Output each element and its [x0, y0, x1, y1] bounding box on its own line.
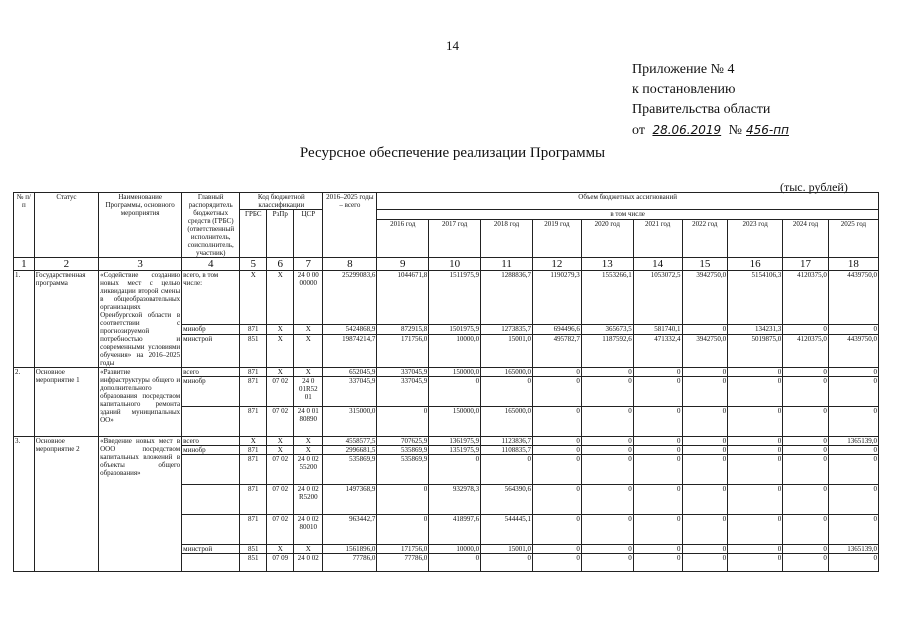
year-value-cell: 171756,0 — [377, 335, 429, 368]
year-value-cell: 0 — [533, 485, 582, 515]
total-value-cell: 77786,0 — [323, 554, 377, 572]
year-value-cell: 0 — [581, 545, 633, 554]
rzpr-cell: 07 09 — [267, 554, 294, 572]
year-value-cell: 535869,9 — [377, 455, 429, 485]
year-value-cell: 0 — [682, 325, 728, 335]
table-row — [14, 368, 879, 377]
column-index: 7 — [294, 258, 323, 271]
year-value-cell: 1351975,9 — [429, 446, 481, 455]
grbs-cell — [182, 485, 240, 515]
rzpr-cell: Х — [267, 335, 294, 368]
year-value-cell: 872915,8 — [377, 325, 429, 335]
csr-cell: Х — [294, 446, 323, 455]
year-value-cell: 0 — [533, 554, 582, 572]
year-value-cell: 4120375,0 — [783, 271, 829, 325]
csr-cell: Х — [294, 437, 323, 446]
year-value-cell: 3942750,0 — [682, 271, 728, 325]
year-value-cell: 0 — [581, 377, 633, 407]
year-value-cell: 0 — [783, 455, 829, 485]
status-cell: Основное мероприятие 2 — [34, 437, 98, 572]
csr-cell: 24 0 02 80010 — [294, 515, 323, 545]
year-value-cell: 10000,0 — [429, 545, 481, 554]
column-index: 3 — [99, 258, 182, 271]
year-value-cell: 0 — [682, 515, 728, 545]
year-value-cell: 0 — [633, 515, 682, 545]
header-code: Код бюджетной классификации — [240, 193, 323, 210]
year-value-cell: 150000,0 — [429, 407, 481, 437]
year-value-cell: 0 — [633, 437, 682, 446]
year-value-cell: 0 — [581, 368, 633, 377]
grbs-cell: минобр — [182, 325, 240, 335]
csr-cell: 24 0 01R52 01 — [294, 377, 323, 407]
year-value-cell: 0 — [682, 407, 728, 437]
rzpr-cell: Х — [267, 446, 294, 455]
year-value-cell: 0 — [783, 325, 829, 335]
column-index: 11 — [481, 258, 533, 271]
year-value-cell: 0 — [828, 325, 878, 335]
year-value-cell: 0 — [728, 455, 783, 485]
year-value-cell: 171756,0 — [377, 545, 429, 554]
year-value-cell: 0 — [728, 446, 783, 455]
year-value-cell: 0 — [728, 407, 783, 437]
total-value-cell: 652045,9 — [323, 368, 377, 377]
year-value-cell: 1365139,0 — [828, 545, 878, 554]
year-value-cell: 0 — [533, 545, 582, 554]
year-value-cell: 1361975,9 — [429, 437, 481, 446]
column-index: 12 — [533, 258, 582, 271]
header-volume: Объем бюджетных ассигнований — [377, 193, 879, 210]
header-csr: ЦСР — [294, 210, 323, 258]
header-grbs-code: ГРБС — [240, 210, 267, 258]
program-name-cell: «Содействие созданию новых мест с целью ликвидации второй смены в общеобразовательных организациях Оренбургской области в соответствии с прогнозируемой потребностью и современными условиями обучения» на 2016–2025 годы — [100, 271, 181, 367]
year-value-cell: 0 — [533, 515, 582, 545]
year-value-cell: 544445,1 — [481, 515, 533, 545]
year-value-cell: 337045,9 — [377, 368, 429, 377]
column-index: 8 — [323, 258, 377, 271]
number-label: № — [728, 123, 743, 138]
header-grbs: Главный распорядитель бюджетных средств (ГРБС) (ответственный исполнитель, соисполнитель, участник) — [182, 193, 240, 258]
total-value-cell: 337045,9 — [323, 377, 377, 407]
header-row-1 — [14, 193, 879, 210]
year-value-cell: 471332,4 — [633, 335, 682, 368]
year-value-cell: 0 — [728, 437, 783, 446]
year-value-cell: 535869,9 — [377, 446, 429, 455]
year-value-cell: 0 — [633, 455, 682, 485]
year-value-cell: 0 — [633, 554, 682, 572]
rzpr-cell: Х — [267, 325, 294, 335]
total-value-cell: 535869,9 — [323, 455, 377, 485]
table-row — [14, 437, 879, 446]
year-value-cell: 581740,1 — [633, 325, 682, 335]
year-value-cell: 1511975,9 — [429, 271, 481, 325]
year-value-cell: 0 — [728, 545, 783, 554]
csr-cell: 24 0 01 80890 — [294, 407, 323, 437]
grbs-cell: минстрой — [182, 545, 240, 554]
year-value-cell: 0 — [828, 377, 878, 407]
year-value-cell: 0 — [682, 446, 728, 455]
year-value-cell: 0 — [533, 446, 582, 455]
appendix-government: Правительства области — [632, 102, 771, 117]
column-index: 16 — [728, 258, 783, 271]
year-value-cell: 0 — [533, 437, 582, 446]
year-value-cell: 77786,0 — [377, 554, 429, 572]
csr-cell: Х — [294, 335, 323, 368]
year-value-cell: 1123836,7 — [481, 437, 533, 446]
year-value-cell: 0 — [533, 455, 582, 485]
total-value-cell: 315000,0 — [323, 407, 377, 437]
row-number: 3. — [14, 437, 35, 572]
csr-cell: 24 0 02 R5200 — [294, 485, 323, 515]
year-value-cell: 1365139,0 — [828, 437, 878, 446]
year-value-cell: 564390,6 — [481, 485, 533, 515]
appendix-resolution: к постановлению — [632, 82, 736, 97]
header-num: № п/п — [14, 193, 35, 258]
year-value-cell: 5019875,0 — [728, 335, 783, 368]
grbs-code-cell: 871 — [240, 325, 267, 335]
year-value-cell: 0 — [783, 407, 829, 437]
grbs-cell — [182, 455, 240, 485]
grbs-cell: всего — [182, 368, 240, 377]
year-value-cell: 0 — [728, 377, 783, 407]
year-value-cell: 0 — [581, 446, 633, 455]
year-value-cell: 365673,5 — [581, 325, 633, 335]
status-cell: Основное мероприятие 1 — [34, 368, 98, 437]
year-value-cell: 0 — [682, 377, 728, 407]
row-number: 1. — [14, 271, 35, 368]
year-value-cell: 0 — [828, 455, 878, 485]
year-value-cell: 0 — [581, 515, 633, 545]
column-index: 10 — [429, 258, 481, 271]
rzpr-cell: Х — [267, 545, 294, 554]
csr-cell: Х — [294, 325, 323, 335]
total-value-cell: 1497368,9 — [323, 485, 377, 515]
year-header: 2018 год — [481, 220, 533, 258]
year-value-cell: 337045,9 — [377, 377, 429, 407]
grbs-code-cell: 871 — [240, 407, 267, 437]
year-value-cell: 0 — [633, 485, 682, 515]
rzpr-cell: Х — [267, 437, 294, 446]
year-header: 2020 год — [581, 220, 633, 258]
year-value-cell: 0 — [783, 446, 829, 455]
year-value-cell: 0 — [581, 455, 633, 485]
csr-cell: 24 0 02 — [294, 554, 323, 572]
grbs-code-cell: 851 — [240, 335, 267, 368]
year-value-cell: 0 — [377, 485, 429, 515]
year-value-cell: 150000,0 — [429, 368, 481, 377]
year-value-cell: 0 — [581, 437, 633, 446]
rzpr-cell: 07 02 — [267, 377, 294, 407]
year-value-cell: 694496,6 — [533, 325, 582, 335]
total-value-cell: 4558577,5 — [323, 437, 377, 446]
grbs-code-cell: 851 — [240, 545, 267, 554]
year-value-cell: 0 — [377, 515, 429, 545]
appendix-date-line — [632, 120, 793, 141]
year-value-cell: 0 — [728, 368, 783, 377]
year-value-cell: 0 — [828, 515, 878, 545]
column-index-row — [14, 258, 879, 271]
year-value-cell: 0 — [783, 554, 829, 572]
year-header: 2017 год — [429, 220, 481, 258]
total-value-cell: 19874214,7 — [323, 335, 377, 368]
column-index: 1 — [14, 258, 35, 271]
year-value-cell: 418997,6 — [429, 515, 481, 545]
year-value-cell: 0 — [481, 455, 533, 485]
year-value-cell: 0 — [783, 437, 829, 446]
year-value-cell: 5154106,3 — [728, 271, 783, 325]
year-value-cell: 1187592,6 — [581, 335, 633, 368]
year-value-cell: 0 — [533, 368, 582, 377]
csr-cell: 24 0 00 00000 — [294, 271, 323, 325]
year-value-cell: 165000,0 — [481, 407, 533, 437]
rzpr-cell: Х — [267, 368, 294, 377]
year-value-cell: 1273835,7 — [481, 325, 533, 335]
column-index: 2 — [34, 258, 98, 271]
year-value-cell: 0 — [633, 377, 682, 407]
year-value-cell: 0 — [377, 407, 429, 437]
year-header: 2016 год — [377, 220, 429, 258]
year-value-cell: 0 — [682, 455, 728, 485]
year-value-cell: 0 — [581, 407, 633, 437]
year-value-cell: 0 — [429, 377, 481, 407]
total-value-cell: 1561896,0 — [323, 545, 377, 554]
total-value-cell: 25299083,6 — [323, 271, 377, 325]
grbs-code-cell: 871 — [240, 485, 267, 515]
program-name-cell: «Введение новых мест в ООО посредством капитальных вложений в объекты общего образования» — [99, 437, 182, 572]
year-value-cell: 932978,3 — [429, 485, 481, 515]
year-value-cell: 0 — [728, 485, 783, 515]
grbs-code-cell: 871 — [240, 455, 267, 485]
year-value-cell: 0 — [728, 554, 783, 572]
column-index: 14 — [633, 258, 682, 271]
grbs-code-cell: Х — [240, 271, 267, 325]
rzpr-cell: 07 02 — [267, 515, 294, 545]
column-index: 18 — [828, 258, 878, 271]
year-value-cell: 0 — [581, 485, 633, 515]
year-value-cell: 0 — [429, 455, 481, 485]
resource-table — [13, 192, 879, 572]
column-index: 15 — [682, 258, 728, 271]
year-value-cell: 0 — [633, 368, 682, 377]
header-status: Статус — [34, 193, 98, 258]
year-header: 2021 год — [633, 220, 682, 258]
header-total: 2016–2025 годы – всего — [323, 193, 377, 258]
year-header: 2023 год — [728, 220, 783, 258]
year-value-cell: 495782,7 — [533, 335, 582, 368]
rzpr-cell: 07 02 — [267, 455, 294, 485]
total-value-cell: 963442,7 — [323, 515, 377, 545]
year-value-cell: 0 — [828, 485, 878, 515]
year-value-cell: 0 — [682, 368, 728, 377]
column-index: 9 — [377, 258, 429, 271]
year-value-cell: 1044671,8 — [377, 271, 429, 325]
year-value-cell: 4439750,0 — [828, 271, 878, 325]
csr-cell: 24 0 02 55200 — [294, 455, 323, 485]
document-title: Ресурсное обеспечение реализации Программы — [299, 145, 606, 161]
grbs-code-cell: Х — [240, 437, 267, 446]
year-value-cell: 4439750,0 — [828, 335, 878, 368]
year-value-cell: 0 — [682, 437, 728, 446]
grbs-cell — [182, 515, 240, 545]
year-value-cell: 15001,0 — [481, 335, 533, 368]
total-value-cell: 2996681,5 — [323, 446, 377, 455]
from-label: от — [632, 123, 645, 138]
column-index: 13 — [581, 258, 633, 271]
year-value-cell: 1288836,7 — [481, 271, 533, 325]
grbs-cell — [182, 407, 240, 437]
year-value-cell: 0 — [728, 515, 783, 545]
year-value-cell: 3942750,0 — [682, 335, 728, 368]
year-value-cell: 0 — [481, 554, 533, 572]
year-value-cell: 1053072,5 — [633, 271, 682, 325]
grbs-cell: всего, в том числе: — [182, 271, 240, 325]
year-value-cell: 165000,0 — [481, 368, 533, 377]
year-header: 2019 год — [533, 220, 582, 258]
year-value-cell: 0 — [533, 377, 582, 407]
year-value-cell: 0 — [481, 377, 533, 407]
row-number: 2. — [14, 368, 35, 437]
rzpr-cell: 07 02 — [267, 485, 294, 515]
year-value-cell: 0 — [533, 407, 582, 437]
year-value-cell: 1501975,9 — [429, 325, 481, 335]
year-value-cell: 0 — [682, 554, 728, 572]
header-rzpr: РзПр — [267, 210, 294, 258]
status-cell: Государственная программа — [34, 271, 98, 368]
column-index: 4 — [182, 258, 240, 271]
column-index: 6 — [267, 258, 294, 271]
header-including: в том числе — [377, 210, 879, 220]
year-value-cell: 1190279,3 — [533, 271, 582, 325]
handwritten-date: 28.06.2019 — [652, 123, 722, 137]
grbs-cell: всего — [182, 437, 240, 446]
year-value-cell: 0 — [783, 485, 829, 515]
year-value-cell: 0 — [828, 368, 878, 377]
grbs-code-cell: 871 — [240, 377, 267, 407]
program-name-cell: «Развитие инфраструктуры общего и дополнительного образования посредством капитального ремонта зданий муниципальных ОО» — [99, 368, 182, 437]
appendix-title: Приложение № 4 — [632, 62, 735, 77]
year-value-cell: 0 — [783, 377, 829, 407]
year-value-cell: 0 — [429, 554, 481, 572]
year-header: 2022 год — [682, 220, 728, 258]
year-value-cell: 0 — [682, 485, 728, 515]
rzpr-cell: Х — [267, 271, 294, 325]
year-value-cell: 0 — [783, 545, 829, 554]
rzpr-cell: 07 02 — [267, 407, 294, 437]
year-value-cell: 0 — [828, 446, 878, 455]
year-value-cell: 0 — [633, 407, 682, 437]
grbs-code-cell: 871 — [240, 446, 267, 455]
units-label: (тыс. рублей) — [780, 180, 848, 194]
column-index: 17 — [783, 258, 829, 271]
year-value-cell: 707625,9 — [377, 437, 429, 446]
grbs-cell: минобр — [182, 377, 240, 407]
year-value-cell: 10000,0 — [429, 335, 481, 368]
year-value-cell: 4120375,0 — [783, 335, 829, 368]
year-value-cell: 0 — [783, 515, 829, 545]
year-value-cell: 0 — [633, 545, 682, 554]
year-value-cell: 15001,0 — [481, 545, 533, 554]
year-value-cell: 0 — [682, 545, 728, 554]
grbs-code-cell: 871 — [240, 515, 267, 545]
year-value-cell: 0 — [828, 554, 878, 572]
year-value-cell: 0 — [783, 368, 829, 377]
year-header: 2025 год — [828, 220, 878, 258]
csr-cell: Х — [294, 368, 323, 377]
grbs-code-cell: 871 — [240, 368, 267, 377]
table-row — [14, 271, 879, 325]
grbs-cell: минстрой — [182, 335, 240, 368]
total-value-cell: 5424868,9 — [323, 325, 377, 335]
year-value-cell: 0 — [581, 554, 633, 572]
page-number: 14 — [446, 38, 459, 53]
year-value-cell: 0 — [828, 407, 878, 437]
csr-cell: Х — [294, 545, 323, 554]
year-header: 2024 год — [783, 220, 829, 258]
year-value-cell: 1108835,7 — [481, 446, 533, 455]
handwritten-number: 456-пп — [746, 123, 789, 137]
header-name: Наименование Программы, основного мероприятия — [99, 193, 182, 258]
grbs-code-cell: 851 — [240, 554, 267, 572]
year-value-cell: 0 — [633, 446, 682, 455]
year-value-cell: 134231,3 — [728, 325, 783, 335]
column-index: 5 — [240, 258, 267, 271]
grbs-cell — [182, 554, 240, 572]
appendix-block — [632, 60, 793, 141]
grbs-cell: минобр — [182, 446, 240, 455]
year-value-cell: 1553266,1 — [581, 271, 633, 325]
